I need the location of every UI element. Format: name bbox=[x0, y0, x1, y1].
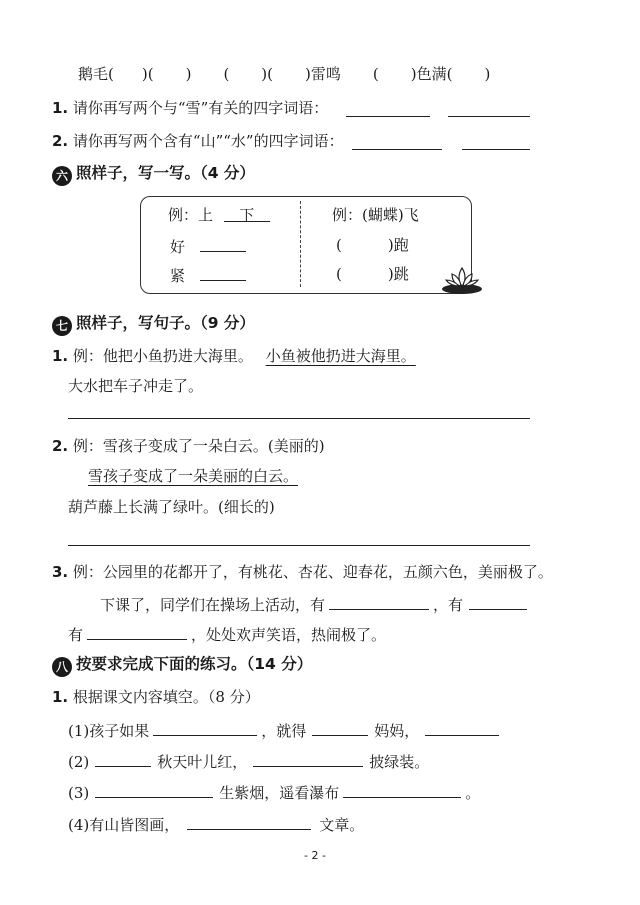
paren-open: ( bbox=[336, 265, 342, 283]
answer-blank[interactable] bbox=[95, 781, 213, 798]
answer-blank[interactable] bbox=[87, 623, 187, 640]
paren-open: ( bbox=[336, 236, 342, 254]
example-text: 例：雪孩子变成了一朵白云。(美丽的) bbox=[72, 437, 325, 455]
top-line-text-6: )雷鸣 bbox=[305, 65, 341, 83]
s7-q3-line-2 bbox=[68, 623, 386, 645]
s7-q3-line-1 bbox=[100, 593, 527, 615]
section-badge: 八 bbox=[52, 657, 72, 677]
section-badge: 七 bbox=[52, 316, 72, 336]
s7-q3-example bbox=[52, 562, 553, 582]
answer-blank[interactable] bbox=[200, 235, 246, 252]
box-char: 好 bbox=[170, 238, 186, 256]
fill-text: (2) bbox=[68, 753, 90, 771]
answer-blank[interactable] bbox=[95, 750, 151, 767]
s7-q2-example bbox=[52, 436, 325, 456]
answer-blank[interactable] bbox=[462, 149, 530, 150]
example-label: 例：(蝴蝶)飞 bbox=[332, 206, 419, 224]
fill-text: 文章。 bbox=[319, 816, 365, 834]
top-line-text-9: ) bbox=[484, 65, 491, 83]
fill-text: (4)有山皆图画， bbox=[68, 816, 180, 834]
answer-blank[interactable] bbox=[153, 719, 257, 736]
example-answer: 小鱼被他扔进大海里。 bbox=[265, 347, 416, 365]
paren-close-text: )跑 bbox=[387, 236, 409, 254]
s8-item-2 bbox=[68, 750, 429, 772]
question-number: 1. bbox=[52, 688, 69, 706]
box-right-row-1 bbox=[332, 205, 419, 225]
s7-q1-prompt: 大水把车子冲走了。 bbox=[68, 377, 204, 395]
top-line-text-5: )( bbox=[261, 65, 274, 83]
answer-line[interactable] bbox=[68, 545, 530, 546]
fill-text: ，就得 bbox=[261, 722, 307, 740]
box-char: 紧 bbox=[170, 267, 186, 285]
section-title: 按要求完成下面的练习。（14 分） bbox=[76, 655, 313, 673]
paren-close-text: )跳 bbox=[387, 265, 409, 283]
top-line-text-4: ( bbox=[223, 65, 230, 83]
top-fill-line bbox=[78, 64, 490, 84]
s8-item-1 bbox=[68, 719, 499, 741]
top-line-text-8: )色满( bbox=[410, 65, 453, 83]
section-title: 照样子，写句子。（9 分） bbox=[76, 314, 255, 332]
question-number: 2. bbox=[52, 132, 69, 150]
answer-blank[interactable] bbox=[343, 781, 461, 798]
box-right-row-2 bbox=[336, 235, 409, 255]
answer-blank[interactable] bbox=[200, 264, 246, 281]
fill-text: 生紫烟，遥看瀑布 bbox=[219, 784, 340, 802]
box-right-row-3 bbox=[336, 264, 409, 284]
fill-text: (1)孩子如果 bbox=[68, 722, 150, 740]
box-left-row-3 bbox=[170, 264, 246, 286]
fill-text: 。 bbox=[465, 784, 481, 802]
answer-blank[interactable] bbox=[469, 593, 527, 610]
question-text: 根据课文内容填空。（8 分） bbox=[72, 688, 260, 706]
answer-blank[interactable] bbox=[187, 813, 311, 830]
question-text: 请你再写两个含有“山”“水”的四字词语： bbox=[72, 132, 344, 150]
answer-blank[interactable] bbox=[253, 750, 363, 767]
question-2 bbox=[52, 131, 344, 151]
fill-text: (3) bbox=[68, 784, 90, 802]
s7-q2-prompt: 葫芦藤上长满了绿叶。(细长的) bbox=[68, 498, 275, 516]
s7-q1-example bbox=[52, 346, 416, 366]
question-number: 2. bbox=[52, 437, 69, 455]
fill-text: 披绿装。 bbox=[369, 753, 430, 771]
fill-text: 下课了，同学们在操场上活动，有 bbox=[100, 596, 326, 614]
question-number: 1. bbox=[52, 99, 69, 117]
top-line-text-1: 鹅毛( bbox=[78, 65, 114, 83]
answer-blank[interactable] bbox=[352, 149, 442, 150]
top-line-text-3: ) bbox=[185, 65, 192, 83]
fill-text: 有 bbox=[68, 626, 84, 644]
question-text: 请你再写两个与“雪”有关的四字词语： bbox=[72, 99, 329, 117]
fill-text: 秋天叶儿红， bbox=[157, 753, 248, 771]
answer-blank[interactable] bbox=[448, 116, 530, 117]
lotus-icon bbox=[440, 262, 484, 296]
page-number: - 2 - bbox=[304, 849, 326, 862]
s8-item-3 bbox=[68, 781, 480, 803]
section-8-heading bbox=[52, 654, 312, 677]
box-divider bbox=[300, 201, 301, 287]
question-number: 1. bbox=[52, 347, 69, 365]
answer-blank[interactable] bbox=[346, 116, 430, 117]
fill-text: 妈妈， bbox=[374, 722, 420, 740]
example-text: 例：他把小鱼扔进大海里。 bbox=[72, 347, 253, 365]
question-number: 3. bbox=[52, 563, 69, 581]
example-answer-text: 下 bbox=[239, 206, 255, 224]
fill-text: ，处处欢声笑语，热闹极了。 bbox=[191, 626, 387, 644]
section-title: 照样子，写一写。（4 分） bbox=[76, 164, 255, 182]
example-text: 例：公园里的花都开了，有桃花、杏花、迎春花，五颜六色，美丽极了。 bbox=[72, 563, 553, 581]
example-answer bbox=[224, 205, 270, 222]
answer-blank[interactable] bbox=[329, 593, 429, 610]
top-line-text-7: ( bbox=[372, 65, 379, 83]
example-label: 例：上 bbox=[168, 206, 214, 224]
box-left-row-1 bbox=[168, 205, 270, 225]
fill-text: ，有 bbox=[433, 596, 464, 614]
s8-item-4 bbox=[68, 813, 364, 835]
top-line-text-2: )( bbox=[141, 65, 154, 83]
s7-q2-answer: 雪孩子变成了一朵美丽的白云。 bbox=[88, 467, 299, 485]
question-1 bbox=[52, 98, 328, 118]
s8-q1 bbox=[52, 687, 260, 707]
answer-blank[interactable] bbox=[425, 719, 499, 736]
section-7-heading bbox=[52, 313, 255, 336]
answer-line[interactable] bbox=[68, 418, 530, 419]
answer-blank[interactable] bbox=[312, 719, 368, 736]
section-badge: 六 bbox=[52, 166, 72, 186]
box-left-row-2 bbox=[170, 235, 246, 257]
section-6-heading bbox=[52, 163, 255, 186]
